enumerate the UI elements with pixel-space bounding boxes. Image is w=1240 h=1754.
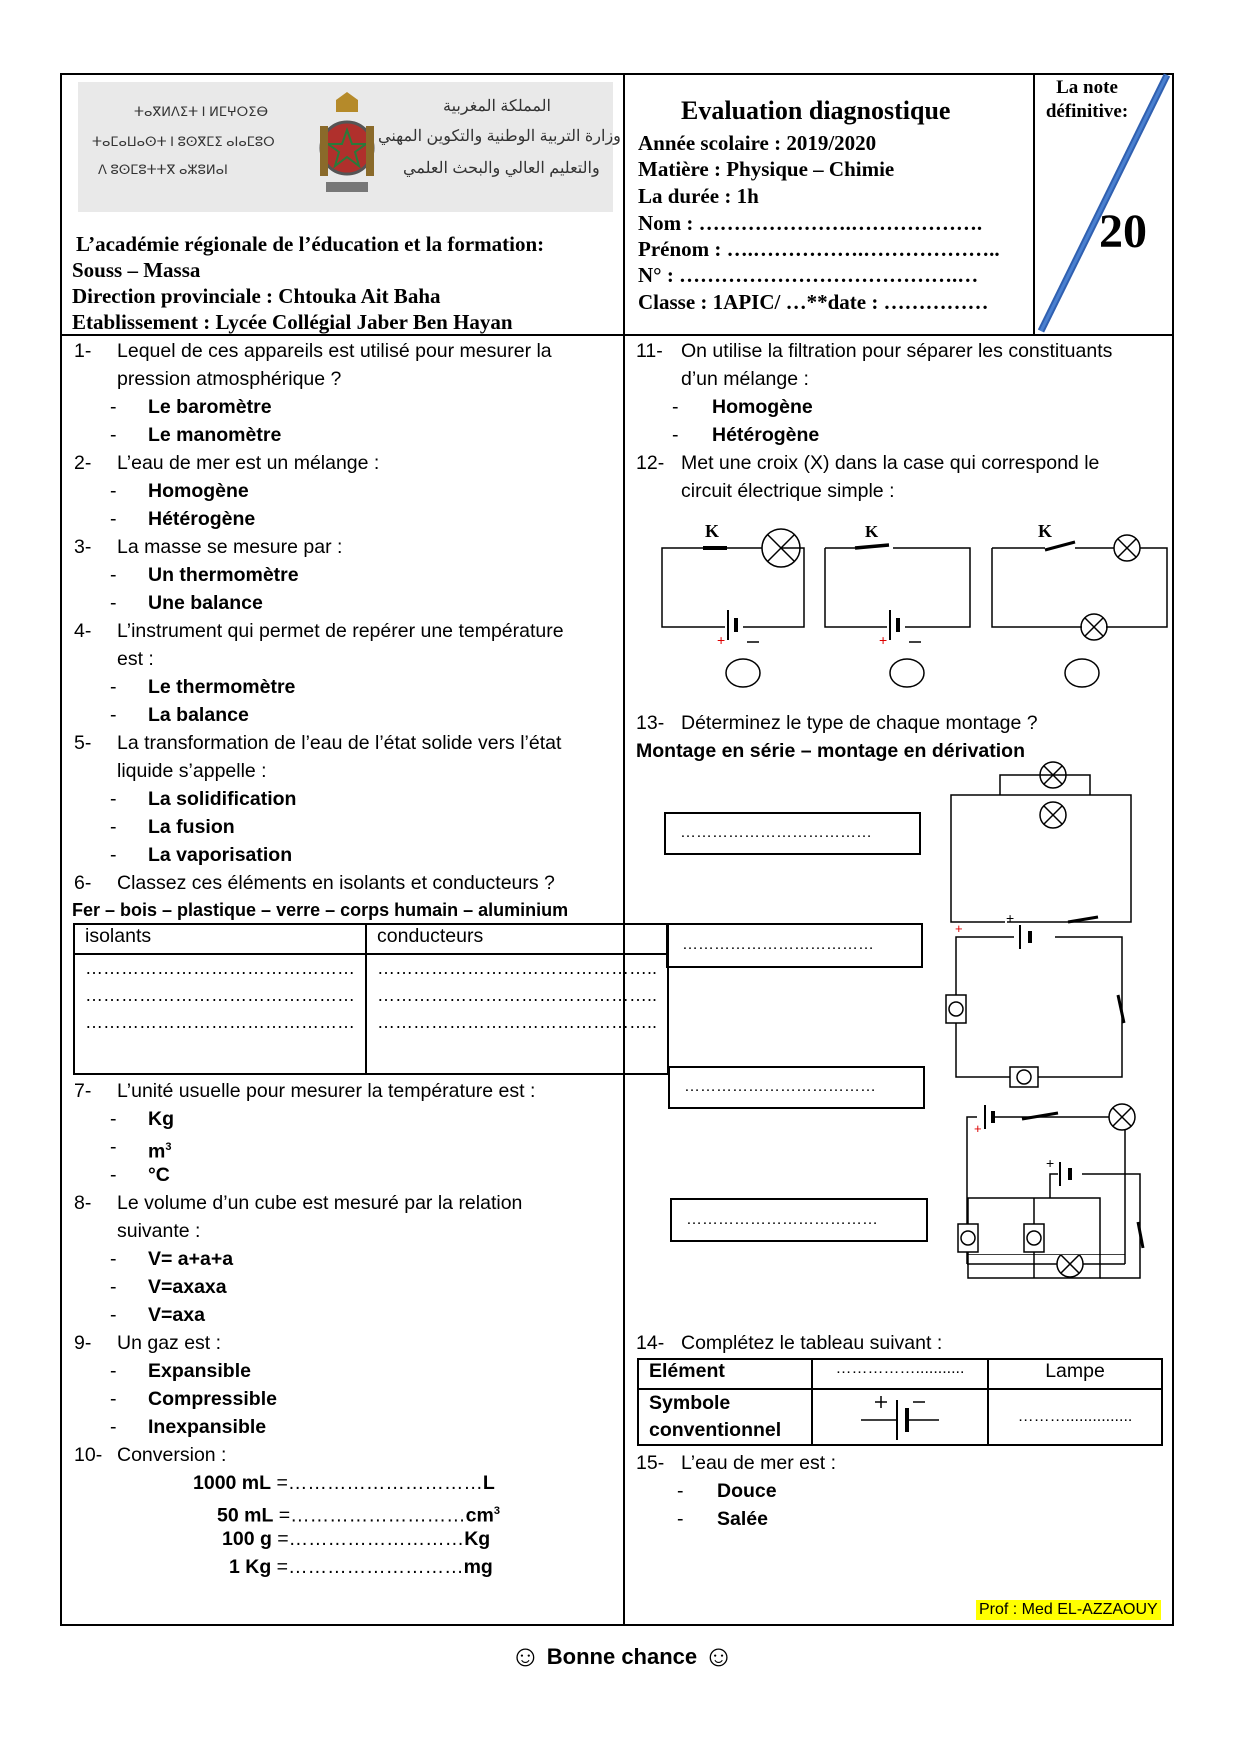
q10-exponent: 3 — [493, 1505, 500, 1517]
q13-number: 13- — [636, 712, 665, 734]
q7-option-2-base: m — [148, 1140, 166, 1163]
plus-sign: + — [955, 921, 963, 936]
q11-option-2[interactable]: Hétérogène — [712, 424, 820, 446]
dash: - — [110, 396, 117, 418]
montage-1-diagram — [951, 762, 1131, 932]
q11-text-2: d’un mélange : — [681, 368, 809, 390]
school-year: Année scolaire : 2019/2020 — [638, 131, 877, 155]
dash: - — [110, 424, 117, 446]
q6-conducteurs-cell[interactable] — [366, 954, 668, 1074]
q10-unit: L — [482, 1472, 495, 1494]
q13-answer-box-3[interactable] — [668, 1066, 925, 1109]
circuit-3-checkbox[interactable] — [1065, 659, 1099, 687]
q11-option-1[interactable]: Homogène — [712, 396, 813, 418]
circuit-2-checkbox[interactable] — [890, 659, 924, 687]
dash: - — [677, 1508, 684, 1530]
q5-text-2: liquide s’appelle : — [117, 760, 267, 782]
dash: - — [110, 1164, 117, 1186]
q5-option-3[interactable]: La vaporisation — [148, 844, 293, 866]
logo-tifinagh-3: ⴷ ⵓⵙⵎⵓⵜⵜⴳ ⴰⵣⵓⵍⴰⵏ — [98, 162, 228, 177]
q6-isolants-line[interactable]: ……………………………………… — [85, 985, 355, 1005]
q2-text: L’eau de mer est un mélange : — [117, 452, 380, 474]
q10-value: 50 mL — [217, 1504, 274, 1527]
q10-blank[interactable]: =……………………… — [271, 1528, 465, 1550]
dash: - — [110, 704, 117, 726]
q14-lamp-label: Lampe — [988, 1359, 1162, 1389]
q7-option-1[interactable]: Kg — [148, 1108, 174, 1130]
q4-option-1[interactable]: Le thermomètre — [148, 676, 296, 698]
q10-blank[interactable]: =……………………… — [271, 1556, 464, 1578]
note-label: La note définitive: — [1045, 77, 1129, 122]
montage-2-diagram — [946, 925, 1124, 1087]
q9-option-2[interactable]: Compressible — [148, 1388, 277, 1410]
q14-element-header: Elément — [638, 1359, 812, 1389]
q14-element-blank[interactable]: ……………........... — [812, 1359, 988, 1389]
q10-unit: Kg — [464, 1528, 491, 1550]
q8-text-1: Le volume d’un cube est mesuré par la relation — [117, 1192, 523, 1214]
coat-of-arms-icon — [316, 90, 378, 202]
q10-number: 10- — [74, 1444, 103, 1466]
q6-conducteurs-line[interactable]: ……………………………………….. — [377, 958, 658, 978]
q4-text-1: L’instrument qui permet de repérer une température — [117, 620, 564, 642]
dash: - — [110, 1108, 117, 1130]
dash: - — [110, 844, 117, 866]
dash: - — [110, 676, 117, 698]
q3-option-2[interactable]: Une balance — [148, 592, 263, 614]
q10-value: 100 g — [222, 1528, 272, 1550]
q14-symbol-header — [638, 1389, 812, 1445]
q13-answer-choices: Montage en série – montage en dérivation — [636, 740, 1026, 762]
q13-blank: ……………………………… — [680, 824, 872, 841]
dash: - — [672, 396, 679, 418]
dash: - — [110, 508, 117, 530]
region-line: Souss – Massa — [72, 258, 201, 282]
q12-circuits — [655, 515, 1175, 695]
ministry-logo — [78, 82, 621, 212]
q4-text-2: est : — [117, 648, 154, 670]
good-luck-text: Bonne chance — [546, 1644, 698, 1669]
q15-text: L’eau de mer est : — [681, 1452, 837, 1474]
q3-text: La masse se mesure par : — [117, 536, 343, 558]
q15-option-1[interactable]: Douce — [717, 1480, 777, 1502]
q2-number: 2- — [74, 452, 92, 474]
q10-unit: mg — [463, 1556, 493, 1578]
q1-text-1: Lequel de ces appareils est utilisé pour mesurer la — [117, 340, 552, 362]
battery-symbol-icon — [861, 1394, 941, 1444]
q8-option-3[interactable]: V=axa — [148, 1304, 205, 1326]
q12-text-2: circuit électrique simple : — [681, 480, 895, 502]
dash: - — [110, 1416, 117, 1438]
dash: - — [110, 788, 117, 810]
q10-line-1[interactable] — [193, 1469, 495, 1497]
q7-number: 7- — [74, 1080, 92, 1102]
plus-sign: + — [717, 632, 726, 648]
student-name-field[interactable]: Nom : ………………….………………. — [638, 211, 983, 235]
plus-sign: + — [1006, 910, 1015, 926]
q7-option-3[interactable]: °C — [148, 1164, 170, 1186]
column-divider — [623, 73, 625, 1626]
q10-line-3[interactable] — [222, 1525, 490, 1553]
q10-value: 1000 mL — [193, 1472, 272, 1494]
q13-answer-box-2[interactable] — [666, 923, 923, 968]
q10-value: 1 Kg — [229, 1556, 272, 1578]
good-luck-message — [510, 1640, 734, 1674]
q8-option-2[interactable]: V=axaxa — [148, 1276, 227, 1298]
smiley-icon: ☺ — [703, 1640, 734, 1673]
dash: - — [110, 1276, 117, 1298]
q3-number: 3- — [74, 536, 92, 558]
q13-blank: ……………………………… — [686, 1211, 878, 1228]
q6-isolants-line[interactable]: ……………………………………… — [85, 1012, 355, 1032]
q13-blank: ……………………………… — [682, 936, 874, 953]
q1-option-2[interactable]: Le manomètre — [148, 424, 282, 446]
q9-option-1[interactable]: Expansible — [148, 1360, 251, 1382]
q15-option-2[interactable]: Salée — [717, 1508, 768, 1530]
q6-isolants-cell[interactable] — [74, 954, 366, 1074]
q11-number: 11- — [636, 340, 663, 362]
q10-unit: cm — [465, 1504, 494, 1527]
q6-isolants-line[interactable]: ……………………………………… — [85, 958, 355, 978]
q6-col-isolants: isolants — [74, 924, 366, 954]
q9-option-3[interactable]: Inexpansible — [148, 1416, 267, 1438]
plus-sign: + — [879, 632, 888, 648]
q6-text: Classez ces éléments en isolants et conducteurs ? — [117, 872, 555, 894]
q1-number: 1- — [74, 340, 92, 362]
dash: - — [110, 1136, 117, 1158]
q1-option-1[interactable]: Le baromètre — [148, 396, 272, 418]
q5-option-1[interactable]: La solidification — [148, 788, 297, 810]
q6-conducteurs-line[interactable]: ……………………………………….. — [377, 1012, 658, 1032]
circuit-2-k-label: K — [865, 522, 879, 541]
q6-classification-table — [73, 923, 669, 1075]
q1-text-2: pression atmosphérique ? — [117, 368, 342, 390]
q8-number: 8- — [74, 1192, 92, 1214]
logo-arabic-3: والتعليم العالي والبحث العلمي — [403, 160, 600, 177]
q6-number: 6- — [74, 872, 92, 894]
q13-blank: ……………………………… — [684, 1078, 876, 1095]
logo-arabic-1: المملكة المغربية — [443, 98, 551, 115]
dash: - — [677, 1480, 684, 1502]
q7-option-2-exponent: 3 — [165, 1141, 172, 1153]
q12-number: 12- — [636, 452, 665, 474]
q5-number: 5- — [74, 732, 92, 754]
q14-lamp-symbol-blank[interactable]: ………............... — [988, 1389, 1162, 1445]
dash: - — [110, 1360, 117, 1382]
q2-option-1[interactable]: Homogène — [148, 480, 249, 502]
q10-blank[interactable]: =………………………… — [271, 1472, 483, 1494]
smiley-icon: ☺ — [510, 1640, 541, 1673]
q6-elements-list: Fer – bois – plastique – verre – corps humain – aluminium — [72, 900, 569, 920]
logo-arabic-2: وزارة التربية الوطنية والتكوين المهني — [378, 128, 621, 145]
q10-text: Conversion : — [117, 1444, 227, 1466]
q14-number: 14- — [636, 1332, 665, 1354]
q9-text: Un gaz est : — [117, 1332, 222, 1354]
q6-conducteurs-line[interactable]: ……………………………………….. — [377, 985, 658, 1005]
q11-text-1: On utilise la filtration pour séparer les constituants — [681, 340, 1113, 362]
dash: - — [110, 592, 117, 614]
q13-answer-box-1[interactable] — [664, 812, 921, 855]
q7-text: L’unité usuelle pour mesurer la température est : — [117, 1080, 536, 1102]
q12-text-1: Met une croix (X) dans la case qui correspond le — [681, 452, 1100, 474]
circuit-3-k-label: K — [1038, 521, 1053, 541]
student-number-field[interactable]: N° : ………………………………….… — [638, 263, 979, 287]
logo-tifinagh-1: ⵜⴰⴳⵍⴷⵉⵜ ⵏ ⵍⵎⵖⵔⵉⴱ — [134, 104, 268, 119]
q4-number: 4- — [74, 620, 92, 642]
q3-option-1[interactable]: Un thermomètre — [148, 564, 299, 586]
q10-line-4[interactable] — [229, 1553, 493, 1581]
academy-line: L’académie régionale de l’éducation et la formation: — [76, 232, 545, 256]
school-line: Etablissement : Lycée Collégial Jaber Ben Hayan — [72, 310, 513, 334]
q14-battery-symbol-cell — [812, 1389, 988, 1445]
q13-answer-box-4[interactable] — [670, 1198, 928, 1242]
q2-option-2[interactable]: Hétérogène — [148, 508, 256, 530]
dash: - — [110, 564, 117, 586]
dash: - — [110, 1388, 117, 1410]
q14-symbol-header-1: Symbole — [649, 1392, 731, 1414]
q14-table — [637, 1358, 1163, 1446]
q8-option-1[interactable]: V= a+a+a — [148, 1248, 234, 1270]
exam-title: Evaluation diagnostique — [681, 96, 951, 125]
dash: - — [110, 480, 117, 502]
student-firstname-field[interactable]: Prénom : ….…………….……………….. — [638, 237, 1000, 261]
note-total: 20 — [1099, 205, 1147, 258]
q5-option-2[interactable]: La fusion — [148, 816, 235, 838]
subject: Matière : Physique – Chimie — [638, 157, 895, 181]
logo-tifinagh-2: ⵜⴰⵎⴰⵡⴰⵙⵜ ⵏ ⵓⵙⴳⵎⵉ ⴰⵏⴰⵎⵓⵔ — [92, 134, 275, 149]
q13-text: Déterminez le type de chaque montage ? — [681, 712, 1038, 734]
q8-text-2: suivante : — [117, 1220, 201, 1242]
q10-blank[interactable]: =……………………… — [273, 1504, 466, 1527]
q6-col-conducteurs: conducteurs — [366, 924, 668, 954]
circuit-1-checkbox[interactable] — [726, 659, 760, 687]
direction-line: Direction provinciale : Chtouka Ait Baha — [72, 284, 441, 308]
plus-sign: + — [1046, 1160, 1055, 1171]
teacher-signature: Prof : Med EL-AZZAOUY — [976, 1600, 1161, 1620]
dash: - — [110, 1304, 117, 1326]
class-date-field[interactable]: Classe : 1APIC/ …**date : …………… — [638, 290, 989, 314]
dash: - — [110, 816, 117, 838]
duration: La durée : 1h — [638, 184, 759, 208]
dash: - — [672, 424, 679, 446]
q15-number: 15- — [636, 1452, 665, 1474]
plus-sign: + — [974, 1121, 982, 1136]
q9-number: 9- — [74, 1332, 92, 1354]
circuit-1-k-label: K — [705, 521, 720, 541]
q4-option-2[interactable]: La balance — [148, 704, 249, 726]
q14-text: Complétez le tableau suivant : — [681, 1332, 943, 1354]
montage-4-diagram — [940, 1160, 1170, 1280]
q14-symbol-header-2: conventionnel — [649, 1419, 782, 1441]
dash: - — [110, 1248, 117, 1270]
q5-text-1: La transformation de l’eau de l’état solide vers l’état — [117, 732, 562, 754]
